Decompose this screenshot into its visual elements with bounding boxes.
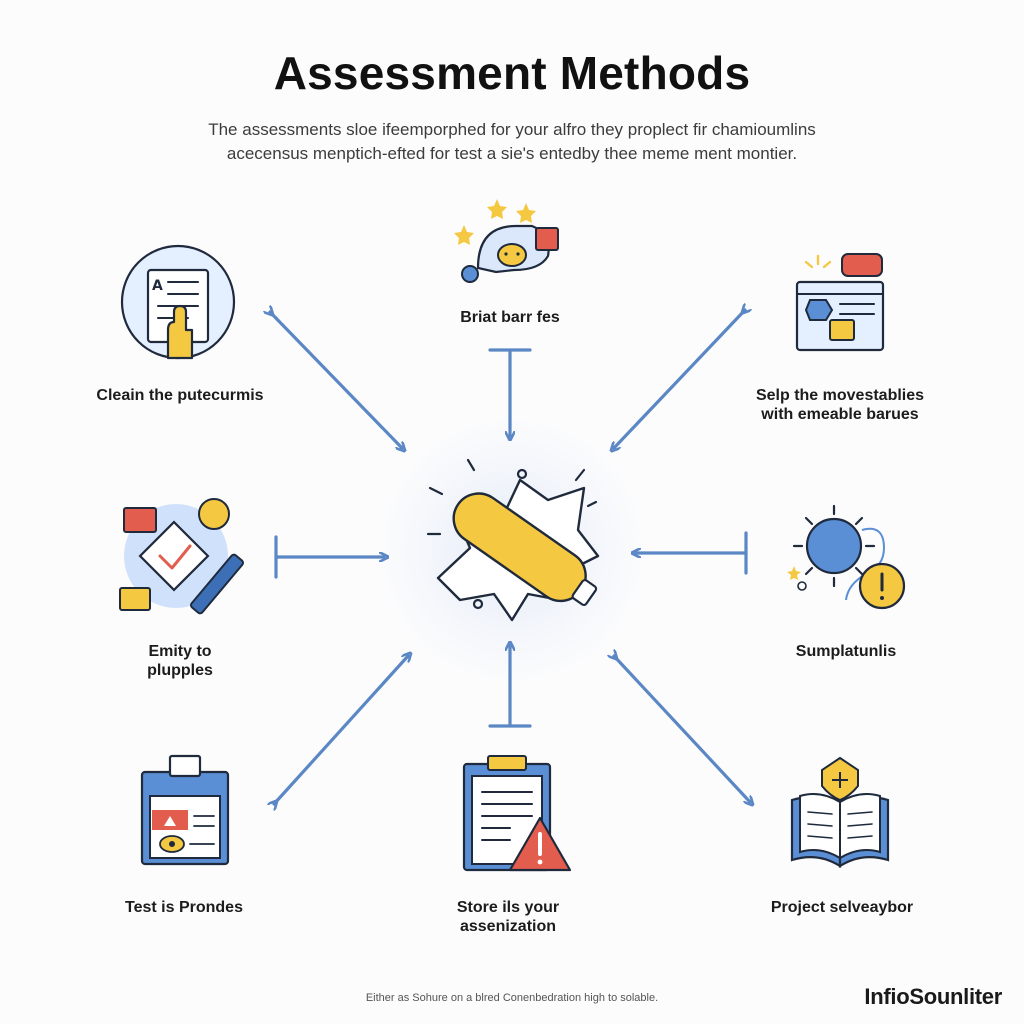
label-line: assenization [459,918,557,935]
label-line: Briat barr fes [460,309,560,326]
node-label-top-left [60,386,300,405]
pill-burst-icon [428,460,605,620]
clipboard-screen-icon [142,756,228,864]
label-line: plupples [147,662,213,679]
arrow-top-left [270,312,402,448]
sun-alert-icon [787,506,904,608]
subtitle-line: The assessments sloe ifeemporphed for your alfro they proplect fir chamioumlins [208,120,816,139]
brand-logo: InfioSounliter [864,984,1002,1009]
page-title: Assessment Methods [273,47,751,99]
arrow-top-right [614,310,745,448]
node-label-mid-right [746,642,946,661]
node-label-mid-left [80,642,280,680]
footer-note: Either as Sohure on a blred Conenbedration high to solable. [365,992,659,1004]
node-label-top-right [720,386,960,424]
label-line: Test is Prondes [125,899,243,916]
label-line: with emeable barues [761,406,919,423]
label-line: Project selveaybor [770,899,914,916]
subtitle-line: acecensus menptich-efted for test a sie's entedby thee meme ment montier. [226,144,798,163]
node-label-bottom-center [398,898,618,936]
label-line: Cleain the putecurmis [96,387,264,404]
node-label-bottom-left [74,898,294,917]
node-label-bottom-right [732,898,952,917]
label-line: Store ils your [456,899,560,916]
browser-chat-icon [797,254,883,350]
label-line: Emity to [148,643,212,660]
node-label-top-center [400,308,620,327]
checkmark-pen-icon [120,499,244,615]
label-line: Selp the movestablies [755,387,925,404]
label-line: Sumplatunlis [795,643,897,660]
robot-stars-icon [454,199,558,282]
arrow-bottom-left [274,656,408,804]
clipboard-warning-icon [464,756,570,870]
document-hand-icon [122,246,234,358]
open-book-icon [792,758,888,866]
svg-text:A: A [152,278,163,294]
arrow-bottom-right [614,656,750,802]
